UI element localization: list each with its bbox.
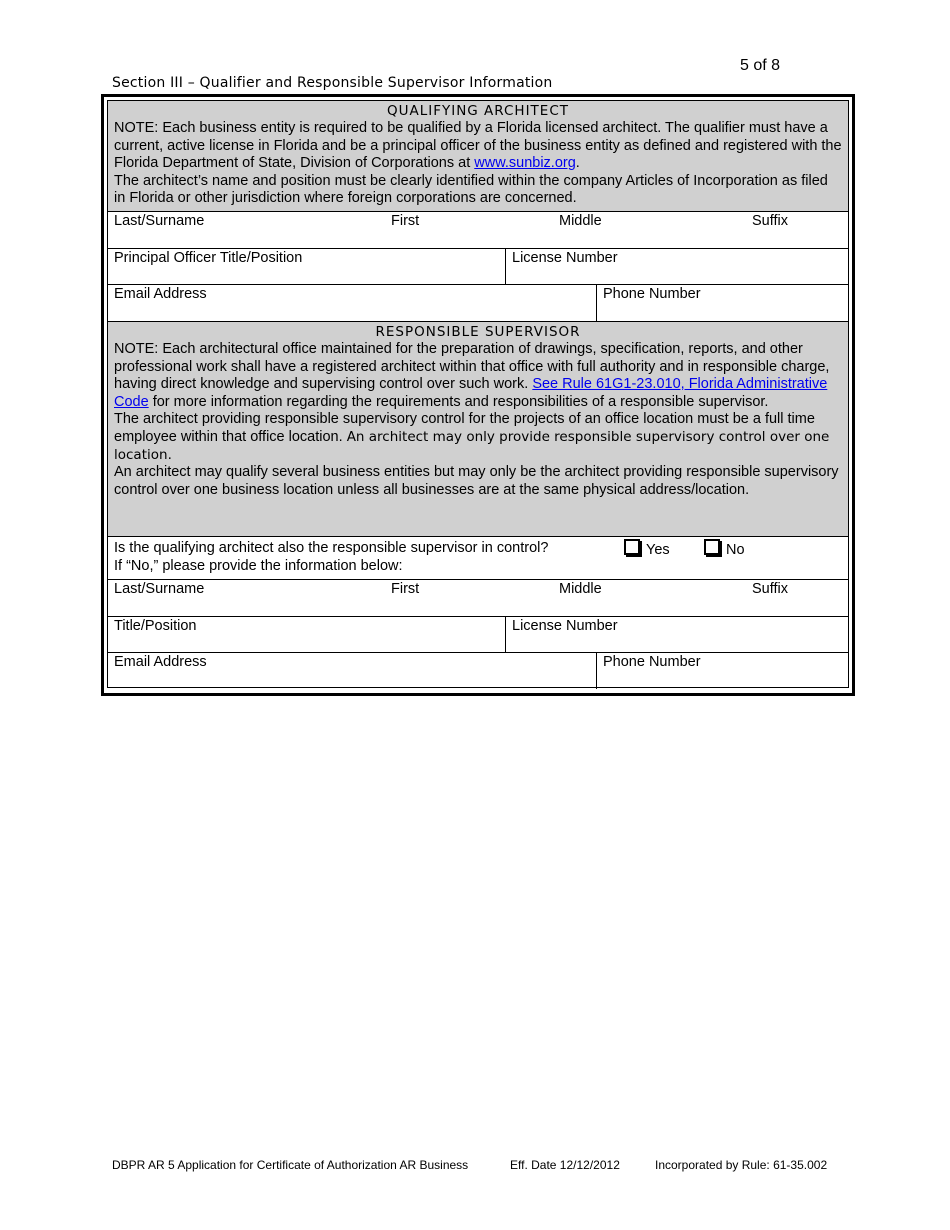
supervisor-note-para2-alt: An architect may only provide responsible supervisory control over one location. (114, 428, 830, 463)
qualifier-email-label: Email Address (114, 286, 207, 302)
supervisor-note-text: NOTE: Each architectural office maintained for the preparation of drawings, specification, reports, and other professional work shall have a registered architect within that office with full authority and in responsible charge, having direct knowledge and supervising control over such work. (114, 341, 830, 393)
supervisor-contact-row (108, 652, 848, 689)
supervisor-license-field[interactable] (505, 617, 848, 652)
yes-option[interactable] (624, 539, 670, 559)
qualifier-name-row[interactable] (108, 211, 848, 248)
sunbiz-link[interactable]: www.sunbiz.org (474, 155, 576, 172)
footer-eff-date: Eff. Date 12/12/2012 (510, 1158, 620, 1172)
supervisor-note-para2-text: The architect providing responsible supervisory control for the projects of an office location must be a full time employee within that office location. (114, 411, 815, 445)
supervisor-name-row[interactable] (108, 579, 848, 616)
qualifier-first-label: First (391, 213, 420, 229)
supervisor-license-label: License Number (512, 618, 618, 634)
supervisor-heading: RESPONSIBLE SUPERVISOR (375, 324, 581, 340)
qualifier-middle-label: Middle (559, 213, 602, 229)
supervisor-middle-label: Middle (559, 581, 602, 597)
yes-label: Yes (646, 542, 670, 558)
supervisor-note (114, 341, 842, 411)
supervisor-last-label: Last/Surname (114, 581, 205, 597)
supervisor-first-label: First (391, 581, 420, 597)
no-label: No (726, 542, 745, 558)
supervisor-title-row (108, 616, 848, 652)
qualifier-title-field[interactable] (108, 249, 505, 284)
form-table (107, 100, 849, 688)
qualifier-last-label: Last/Surname (114, 213, 205, 229)
qualifier-email-field[interactable] (108, 285, 596, 321)
footer-rule: Incorporated by Rule: 61-35.002 (655, 1158, 828, 1172)
page-number: 5 of 8 (740, 57, 781, 74)
supervisor-question: Is the qualifying architect also the responsible supervisor in control? (114, 540, 549, 556)
supervisor-note-para2 (114, 411, 842, 464)
qualifying-heading: QUALIFYING ARCHITECT (386, 103, 570, 119)
supervisor-title-label: Title/Position (114, 618, 197, 634)
supervisor-phone-field[interactable] (596, 653, 848, 689)
qualifying-note-text: NOTE: Each business entity is required to be qualified by a Florida licensed architect. The qualifier must have a current, active license in Florida and be a principal officer of the business entity as defined and registered with the Florida Department of State, Division of Corporations at (114, 120, 842, 172)
supervisor-email-field[interactable] (108, 653, 596, 689)
supervisor-phone-label: Phone Number (603, 654, 701, 670)
qualifier-contact-row (108, 284, 848, 321)
yes-checkbox[interactable] (624, 539, 640, 555)
qualifier-suffix-label: Suffix (752, 213, 789, 229)
if-no-instruction: If “No,” please provide the information below: (114, 558, 403, 574)
supervisor-note-end: for more information regarding the requirements and responsibilities of a responsible supervisor. (148, 393, 769, 410)
footer-form-name: DBPR AR 5 Application for Certificate of Authorization AR Business (112, 1158, 469, 1172)
qualifier-license-field[interactable] (505, 249, 848, 284)
qualifier-phone-field[interactable] (596, 285, 848, 321)
qualifying-note-para2: The architect’s name and position must be clearly identified within the company Articles of Incorporation as filed in Florida or other jurisdiction where foreign corporations are concerned. (114, 172, 828, 207)
supervisor-note-para3: An architect may qualify several business entities but may only be the architect providing responsible supervisory control over one business location unless all businesses are at the same physical address/location. (114, 464, 839, 498)
qualifying-note (114, 120, 842, 173)
supervisor-note-block (108, 321, 848, 536)
qualifier-title-row (108, 248, 848, 284)
supervisor-question-row (108, 536, 848, 579)
form-frame (101, 94, 855, 696)
qualifier-title-label: Principal Officer Title/Position (114, 250, 303, 266)
supervisor-title-field[interactable] (108, 617, 505, 652)
qualifier-phone-label: Phone Number (603, 286, 701, 302)
rule-link[interactable]: See Rule 61G1-23.010, Florida Administrative Code (114, 376, 828, 410)
qualifying-note-block (108, 101, 848, 211)
supervisor-suffix-label: Suffix (752, 581, 789, 597)
section-title: Section III – Qualifier and Responsible Supervisor Information (112, 75, 553, 91)
qualifier-license-label: License Number (512, 250, 618, 266)
supervisor-email-label: Email Address (114, 654, 207, 670)
qualifying-note-end: . (575, 155, 580, 172)
no-option[interactable] (704, 539, 745, 559)
no-checkbox[interactable] (704, 539, 720, 555)
